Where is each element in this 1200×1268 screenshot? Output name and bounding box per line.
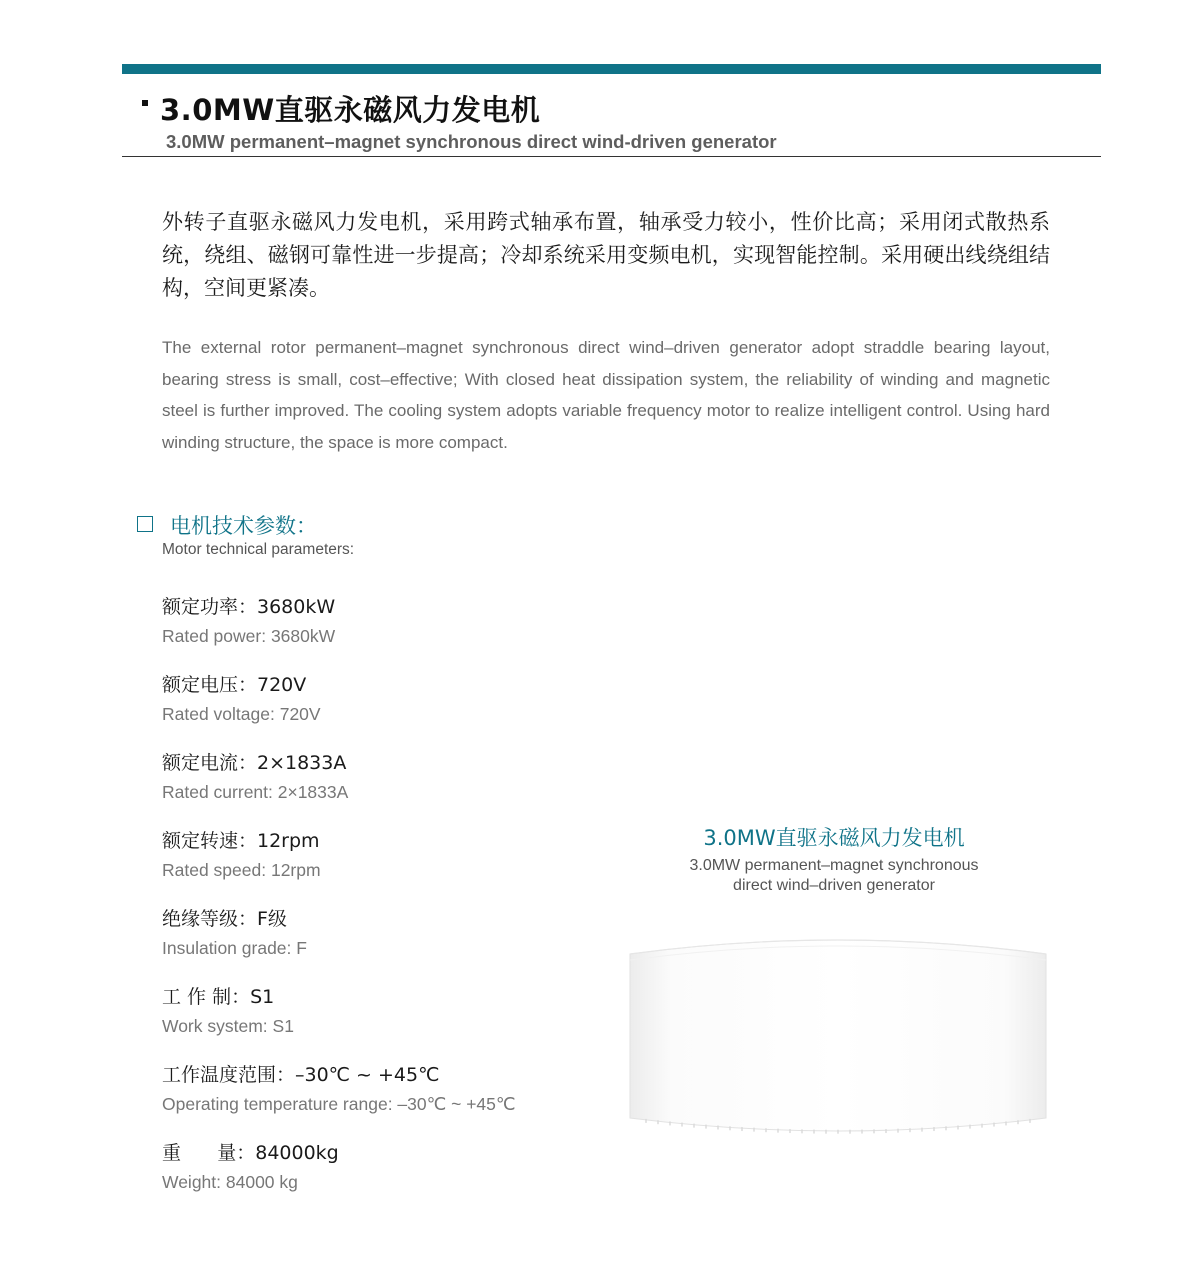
generator-image xyxy=(622,932,1054,1142)
param-label-en: Insulation grade: F xyxy=(162,938,307,958)
param-label-cn: 额定电压：720V xyxy=(162,674,307,696)
intro-paragraph-cn: 外转子直驱永磁风力发电机，采用跨式轴承布置，轴承受力较小，性价比高；采用闭式散热系统，绕组、磁钢可靠性进一步提高；冷却系统采用变频电机，实现智能控制。采用硬出线绕组结构，空间更紧凑。 xyxy=(162,210,1050,300)
figure-subtitle-line-2: direct wind–driven generator xyxy=(733,877,935,894)
param-rated-current xyxy=(162,749,516,827)
param-label-cn: 绝缘等级：F级 xyxy=(162,908,287,930)
title-divider xyxy=(122,156,1101,157)
param-label-en: Operating temperature range: –30℃ ~ +45℃ xyxy=(162,1094,516,1114)
intro-paragraph-en: The external rotor permanent–magnet synchronous direct wind–driven generator adopt straddle bearing layout, bearing stress is small, cost–effective; With closed heat dissipation system, the reliability of winding and magnetic steel is further improved. The cooling system adopts variable frequency motor to realize intelligent control. Using hard winding structure, the space is more compact. xyxy=(162,338,1050,452)
section-square-icon xyxy=(137,516,153,532)
param-label-cn: 工作温度范围：–30℃ ~ +45℃ xyxy=(162,1064,440,1086)
param-label-en: Work system: S1 xyxy=(162,1016,294,1036)
param-label-cn: 重 量：84000kg xyxy=(162,1142,339,1164)
title-bullet xyxy=(142,100,148,106)
section-subtitle: Motor technical parameters: xyxy=(162,541,355,558)
param-weight xyxy=(162,1139,516,1217)
param-label-en: Rated current: 2×1833A xyxy=(162,782,349,802)
page-title: 3.0MW直驱永磁风力发电机 xyxy=(160,93,541,127)
param-rated-voltage xyxy=(162,671,516,749)
parameter-list xyxy=(162,593,516,1217)
param-label-en: Rated power: 3680kW xyxy=(162,626,336,646)
param-label-cn: 额定功率：3680kW xyxy=(162,596,336,618)
param-label-cn: 额定电流：2×1833A xyxy=(162,752,347,774)
header-accent-bar xyxy=(122,64,1101,74)
param-label-en: Rated speed: 12rpm xyxy=(162,860,321,880)
param-label-en: Weight: 84000 kg xyxy=(162,1172,298,1192)
figure-subtitle xyxy=(600,856,1068,896)
figure-subtitle-line-1: 3.0MW permanent–magnet synchronous xyxy=(689,857,979,874)
param-insulation-grade xyxy=(162,905,516,983)
param-rated-speed xyxy=(162,827,516,905)
param-label-cn: 工 作 制：S1 xyxy=(162,986,275,1008)
param-label-cn: 额定转速：12rpm xyxy=(162,830,320,852)
param-label-en: Rated voltage: 720V xyxy=(162,704,321,724)
param-operating-temperature xyxy=(162,1061,516,1139)
section-title: 电机技术参数： xyxy=(170,514,317,538)
param-work-system xyxy=(162,983,516,1061)
figure-title: 3.0MW直驱永磁风力发电机 xyxy=(703,826,965,850)
page-subtitle: 3.0MW permanent–magnet synchronous direct wind-driven generator xyxy=(166,131,777,152)
param-rated-power xyxy=(162,593,516,671)
